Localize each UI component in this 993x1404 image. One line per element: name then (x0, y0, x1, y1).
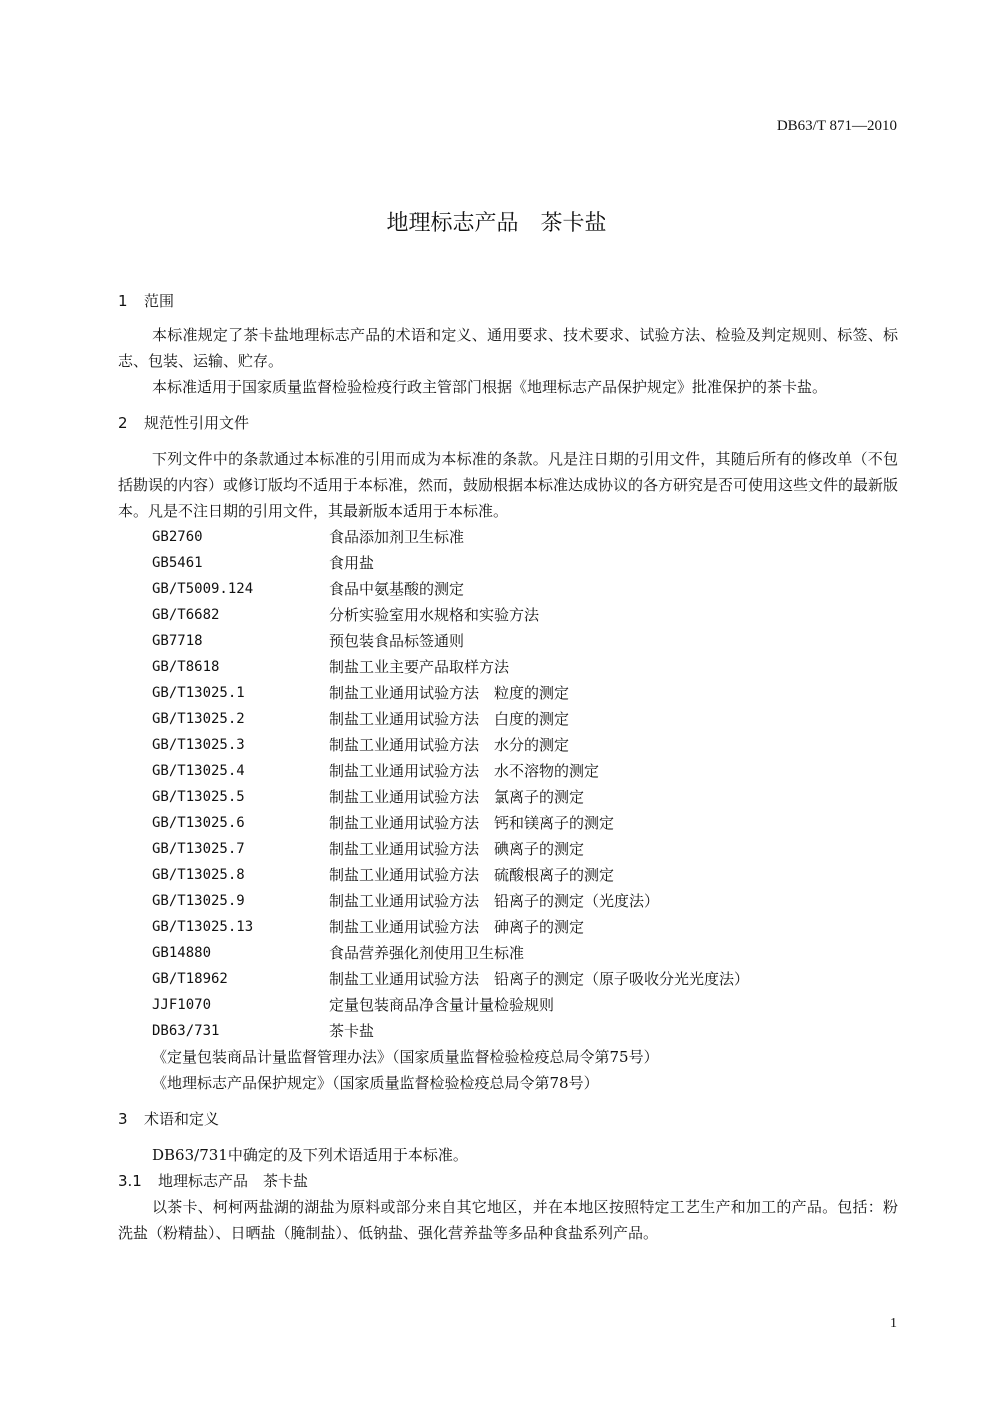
reference-code: GB/T13025.5 (152, 789, 245, 805)
reference-row (118, 576, 898, 602)
reference-title: 制盐工业通用试验方法 砷离子的测定 (329, 918, 585, 936)
reference-title: 制盐工业通用试验方法 碘离子的测定 (329, 840, 585, 858)
reference-code: GB/T18962 (152, 971, 228, 987)
reference-title: 分析实验室用水规格和实验方法 (329, 606, 540, 624)
section-number: 2 (118, 414, 128, 432)
reference-code: GB/T13025.4 (152, 763, 245, 779)
reference-row (118, 1018, 898, 1044)
reference-code: GB/T13025.6 (152, 815, 245, 831)
reference-row (118, 524, 898, 550)
reference-row (118, 914, 898, 940)
reference-row (118, 602, 898, 628)
reference-title: 定量包装商品净含量计量检验规则 (329, 996, 555, 1014)
subsection-heading (118, 1168, 898, 1194)
reference-title: 制盐工业通用试验方法 白度的测定 (329, 710, 570, 728)
subsection-title: 地理标志产品 茶卡盐 (158, 1172, 309, 1190)
reference-row (118, 966, 898, 992)
reference-title: 制盐工业通用试验方法 水分的测定 (329, 736, 570, 754)
document-body (118, 288, 898, 1246)
subsection-number: 3.1 (118, 1172, 142, 1190)
reference-title: 茶卡盐 (329, 1022, 375, 1040)
reference-code: DB63/731 (152, 1023, 220, 1039)
standard-code: DB63/T 871—2010 (776, 118, 897, 134)
reference-title: 食用盐 (329, 554, 375, 572)
normative-references-intro: 下列文件中的条款通过本标准的引用而成为本标准的条款。凡是注日期的引用文件，其随后所有的修改单（不包括勘误的内容）或修订版均不适用于本标准，然而，鼓励根据本标准达成协议的各方研究是否可使用这些文件的最新版本。凡是不注日期的引用文件，其最新版本适用于本标准。 (118, 450, 899, 520)
reference-code: GB7718 (152, 633, 203, 649)
reference-code: GB/T13025.7 (152, 841, 245, 857)
reference-title: 食品添加剂卫生标准 (329, 528, 465, 546)
regulation-reference: 《地理标志产品保护规定》（国家质量监督检验检疫总局令第78号） (152, 1074, 599, 1092)
reference-row (118, 810, 898, 836)
reference-code: GB/T5009.124 (152, 581, 254, 597)
section-title: 范围 (144, 292, 175, 310)
reference-code: GB/T13025.3 (152, 737, 245, 753)
reference-code: JJF1070 (152, 997, 212, 1013)
reference-title: 制盐工业通用试验方法 氯离子的测定 (329, 788, 585, 806)
reference-row (118, 888, 898, 914)
terms-intro: DB63/731中确定的及下列术语适用于本标准。 (152, 1146, 468, 1164)
reference-title: 制盐工业通用试验方法 铅离子的测定（光度法） (329, 892, 660, 910)
reference-row (118, 862, 898, 888)
reference-row (118, 732, 898, 758)
reference-code: GB/T8618 (152, 659, 220, 675)
section-number: 3 (118, 1110, 128, 1128)
reference-row (118, 992, 898, 1018)
section-number: 1 (118, 292, 128, 310)
scope-paragraph: 本标准规定了茶卡盐地理标志产品的术语和定义、通用要求、技术要求、试验方法、检验及判定规则、标签、标志、包装、运输、贮存。 (118, 326, 898, 370)
term-definition: 以茶卡、柯柯两盐湖的湖盐为原料或部分来自其它地区，并在本地区按照特定工艺生产和加工的产品。包括：粉洗盐（粉精盐）、日晒盐（腌制盐）、低钠盐、强化营养盐等多品种食盐系列产品。 (118, 1198, 898, 1242)
section-heading-scope (118, 288, 898, 314)
reference-title: 制盐工业通用试验方法 粒度的测定 (329, 684, 570, 702)
reference-row (118, 784, 898, 810)
reference-row (118, 706, 898, 732)
reference-row (118, 680, 898, 706)
reference-row (118, 758, 898, 784)
section-heading-terms (118, 1106, 898, 1132)
document-title: 地理标志产品 茶卡盐 (386, 211, 607, 236)
regulation-reference: 《定量包装商品计量监督管理办法》（国家质量监督检验检疫总局令第75号） (152, 1048, 659, 1066)
reference-row (118, 628, 898, 654)
section-heading-normative-references (118, 410, 898, 436)
reference-title: 食品营养强化剂使用卫生标准 (329, 944, 525, 962)
reference-code: GB/T13025.13 (152, 919, 254, 935)
page-number: 1 (890, 1316, 897, 1331)
reference-title: 食品中氨基酸的测定 (329, 580, 465, 598)
reference-row (118, 654, 898, 680)
section-title: 规范性引用文件 (144, 414, 250, 432)
reference-list (118, 524, 898, 1044)
reference-row (118, 940, 898, 966)
reference-code: GB14880 (152, 945, 212, 961)
reference-code: GB2760 (152, 529, 203, 545)
reference-code: GB5461 (152, 555, 203, 571)
scope-paragraph: 本标准适用于国家质量监督检验检疫行政主管部门根据《地理标志产品保护规定》批准保护的茶卡盐。 (152, 378, 828, 396)
reference-title: 预包装食品标签通则 (329, 632, 465, 650)
reference-title: 制盐工业主要产品取样方法 (329, 658, 510, 676)
reference-title: 制盐工业通用试验方法 钙和镁离子的测定 (329, 814, 615, 832)
reference-title: 制盐工业通用试验方法 水不溶物的测定 (329, 762, 600, 780)
section-title: 术语和定义 (144, 1110, 220, 1128)
reference-row (118, 836, 898, 862)
reference-row (118, 550, 898, 576)
reference-code: GB/T13025.8 (152, 867, 245, 883)
reference-title: 制盐工业通用试验方法 铅离子的测定（原子吸收分光光度法） (329, 970, 750, 988)
reference-code: GB/T6682 (152, 607, 220, 623)
reference-title: 制盐工业通用试验方法 硫酸根离子的测定 (329, 866, 615, 884)
reference-code: GB/T13025.9 (152, 893, 245, 909)
reference-code: GB/T13025.1 (152, 685, 245, 701)
reference-code: GB/T13025.2 (152, 711, 245, 727)
